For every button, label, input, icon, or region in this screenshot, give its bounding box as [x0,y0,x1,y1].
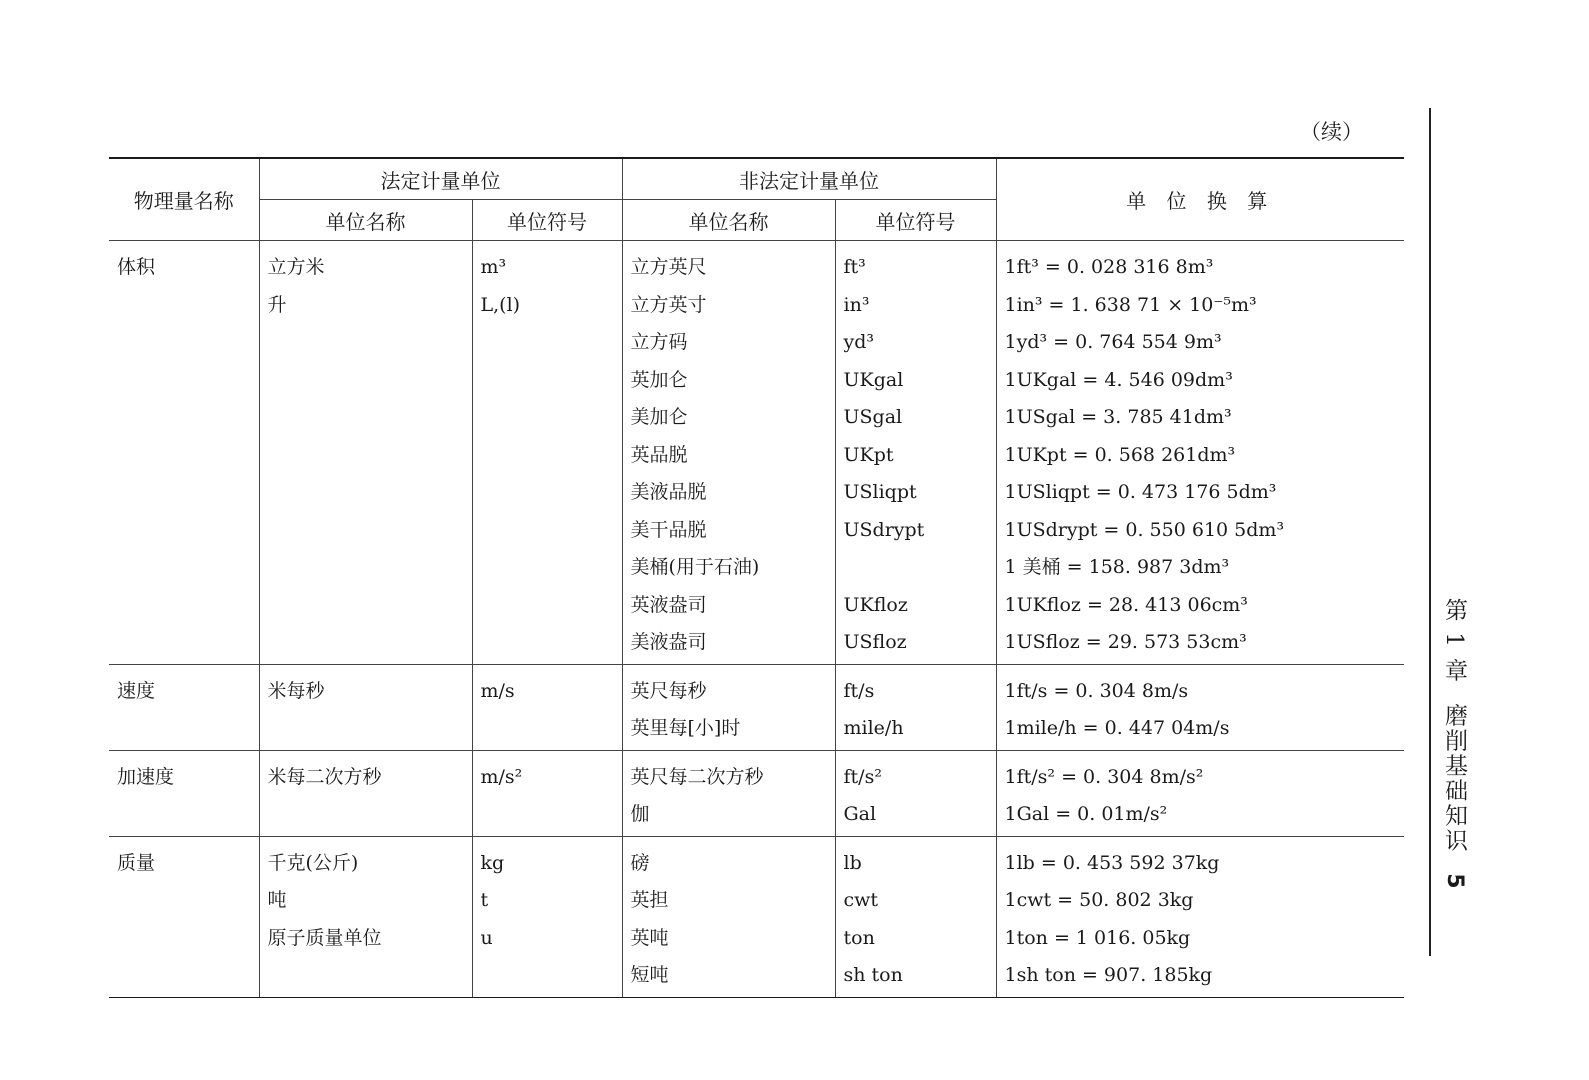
nonlegal-name: 美加仑 [630,406,688,428]
legal-name: 吨 [267,889,287,911]
nonlegal-symbol: UKpt [843,443,894,466]
legal-name: 立方米 [267,256,325,278]
conversion-formula: 1USgal = 3. 785 41dm³ [1004,406,1232,428]
legal-symbol: L,(l) [480,293,521,316]
conversion-formula: 1cwt = 50. 802 3kg [1004,889,1194,911]
nonlegal-symbol-cell [835,750,996,836]
legal-name-cell [259,836,472,997]
conversion-formula: 1sh ton = 907. 185kg [1004,964,1213,986]
nonlegal-name: 美液盎司 [630,631,707,653]
legal-symbol: t [480,889,489,911]
nonlegal-symbol-cell [835,241,996,665]
nonlegal-name: 美干品脱 [630,518,707,541]
header-legal-unit-name: 单位名称 [259,200,472,241]
nonlegal-symbol: USdrypt [843,518,925,541]
conversion-formula: 1ft/s = 0. 304 8m/s [1004,679,1189,702]
nonlegal-symbol: mile/h [843,717,904,739]
conversion-cell [996,836,1404,997]
conversion-formula: 1ft³ = 0. 028 316 8m³ [1004,256,1214,278]
nonlegal-symbol: ft³ [843,256,866,278]
nonlegal-name: 英里每[小]时 [630,717,741,739]
legal-name-cell [259,750,472,836]
conversion-formula: 1USliqpt = 0. 473 176 5dm³ [1004,481,1277,503]
conversion-cell [996,750,1404,836]
conversion-cell [996,664,1404,750]
nonlegal-name: 立方英寸 [630,293,707,316]
conversion-formula: 1UKpt = 0. 568 261dm³ [1004,443,1236,466]
nonlegal-symbol: ton [843,926,875,949]
legal-name-cell [259,664,472,750]
legal-symbol: m/s [480,679,515,702]
nonlegal-name-cell [622,664,835,750]
quantity-cell: 速度 [109,664,259,750]
nonlegal-name: 英尺每秒 [630,679,707,702]
legal-name: 米每秒 [267,679,325,702]
nonlegal-name: 英担 [630,889,669,911]
legal-symbol: u [480,926,493,949]
nonlegal-symbol: in³ [843,293,870,316]
table-row-acceleration [109,750,1404,836]
quantity-cell: 加速度 [109,750,259,836]
nonlegal-name-cell [622,836,835,997]
nonlegal-name: 英加仑 [630,368,688,391]
nonlegal-symbol-cell [835,836,996,997]
header-nonlegal-unit-name: 单位名称 [622,200,835,241]
conversion-formula: 1Gal = 0. 01m/s² [1004,803,1168,825]
chapter-side-label [1437,598,1471,891]
nonlegal-symbol: lb [843,851,862,874]
conversion-formula: 1yd³ = 0. 764 554 9m³ [1004,331,1222,353]
conversion-cell [996,241,1404,665]
unit-conversion-table [109,157,1404,998]
legal-symbol: kg [480,851,505,874]
legal-symbol: m/s² [480,765,523,788]
conversion-formula: 1ton = 1 016. 05kg [1004,926,1191,949]
quantity-cell: 质量 [109,836,259,997]
legal-symbol-cell [472,664,622,750]
nonlegal-name: 美桶(用于石油) [630,556,760,578]
legal-symbol-cell [472,836,622,997]
nonlegal-symbol: ft/s [843,679,875,702]
nonlegal-symbol: UKgal [843,368,904,391]
nonlegal-symbol: cwt [843,889,879,911]
nonlegal-name: 英液盎司 [630,593,707,616]
table-row-velocity [109,664,1404,750]
conversion-formula: 1ft/s² = 0. 304 8m/s² [1004,765,1204,788]
nonlegal-name: 磅 [630,851,650,874]
conversion-formula: 1UKfloz = 28. 413 06cm³ [1004,593,1248,616]
quantity-cell: 体积 [109,241,259,665]
conversion-formula: 1in³ = 1. 638 71 × 10⁻⁵m³ [1004,293,1257,316]
header-legal-units: 法定计量单位 [259,158,622,200]
legal-symbol-cell [472,241,622,665]
legal-name: 千克(公斤) [267,851,359,874]
conversion-formula: 1USdrypt = 0. 550 610 5dm³ [1004,518,1285,541]
legal-name: 原子质量单位 [267,926,382,949]
nonlegal-symbol-cell [835,664,996,750]
legal-symbol-cell [472,750,622,836]
margin-divider [1429,108,1431,956]
legal-symbol: m³ [480,256,507,278]
conversion-formula: 1 美桶 = 158. 987 3dm³ [1004,556,1230,578]
nonlegal-symbol: sh ton [843,964,903,986]
nonlegal-name-cell [622,750,835,836]
nonlegal-name: 立方码 [630,331,688,353]
nonlegal-name: 英品脱 [630,443,688,466]
continued-label: （续） [1300,120,1363,144]
conversion-formula: 1USfloz = 29. 573 53cm³ [1004,631,1247,653]
table-row-mass [109,836,1404,997]
nonlegal-symbol: USliqpt [843,481,917,503]
table-row-volume [109,241,1404,665]
legal-name-cell [259,241,472,665]
nonlegal-name: 伽 [630,803,650,825]
chapter-title: 磨削基础知识 [1441,703,1467,854]
conversion-formula: 1mile/h = 0. 447 04m/s [1004,717,1230,739]
nonlegal-symbol: yd³ [843,331,875,353]
nonlegal-name: 英吨 [630,926,669,949]
conversion-formula: 1UKgal = 4. 546 09dm³ [1004,368,1233,391]
conversion-formula: 1lb = 0. 453 592 37kg [1004,851,1220,874]
nonlegal-name: 英尺每二次方秒 [630,765,764,788]
table-body [109,241,1404,998]
page-number: 5 [1442,873,1467,891]
nonlegal-symbol: USgal [843,406,903,428]
header-nonlegal-unit-symbol: 单位符号 [835,200,996,241]
nonlegal-name: 短吨 [630,964,669,986]
nonlegal-symbol: Gal [843,803,877,825]
nonlegal-name: 美液品脱 [630,481,707,503]
header-conversion: 单 位 换 算 [996,158,1404,241]
chapter-number: 第 1 章 [1441,598,1467,684]
header-legal-unit-symbol: 单位符号 [472,200,622,241]
nonlegal-name-cell [622,241,835,665]
nonlegal-symbol [844,549,996,587]
nonlegal-symbol: USfloz [843,631,907,653]
legal-name: 米每二次方秒 [267,765,382,788]
header-quantity: 物理量名称 [109,158,259,241]
legal-name: 升 [267,293,287,316]
nonlegal-symbol: UKfloz [843,593,908,616]
header-nonlegal-units: 非法定计量单位 [622,158,996,200]
nonlegal-symbol: ft/s² [843,765,882,788]
nonlegal-name: 立方英尺 [630,256,707,278]
